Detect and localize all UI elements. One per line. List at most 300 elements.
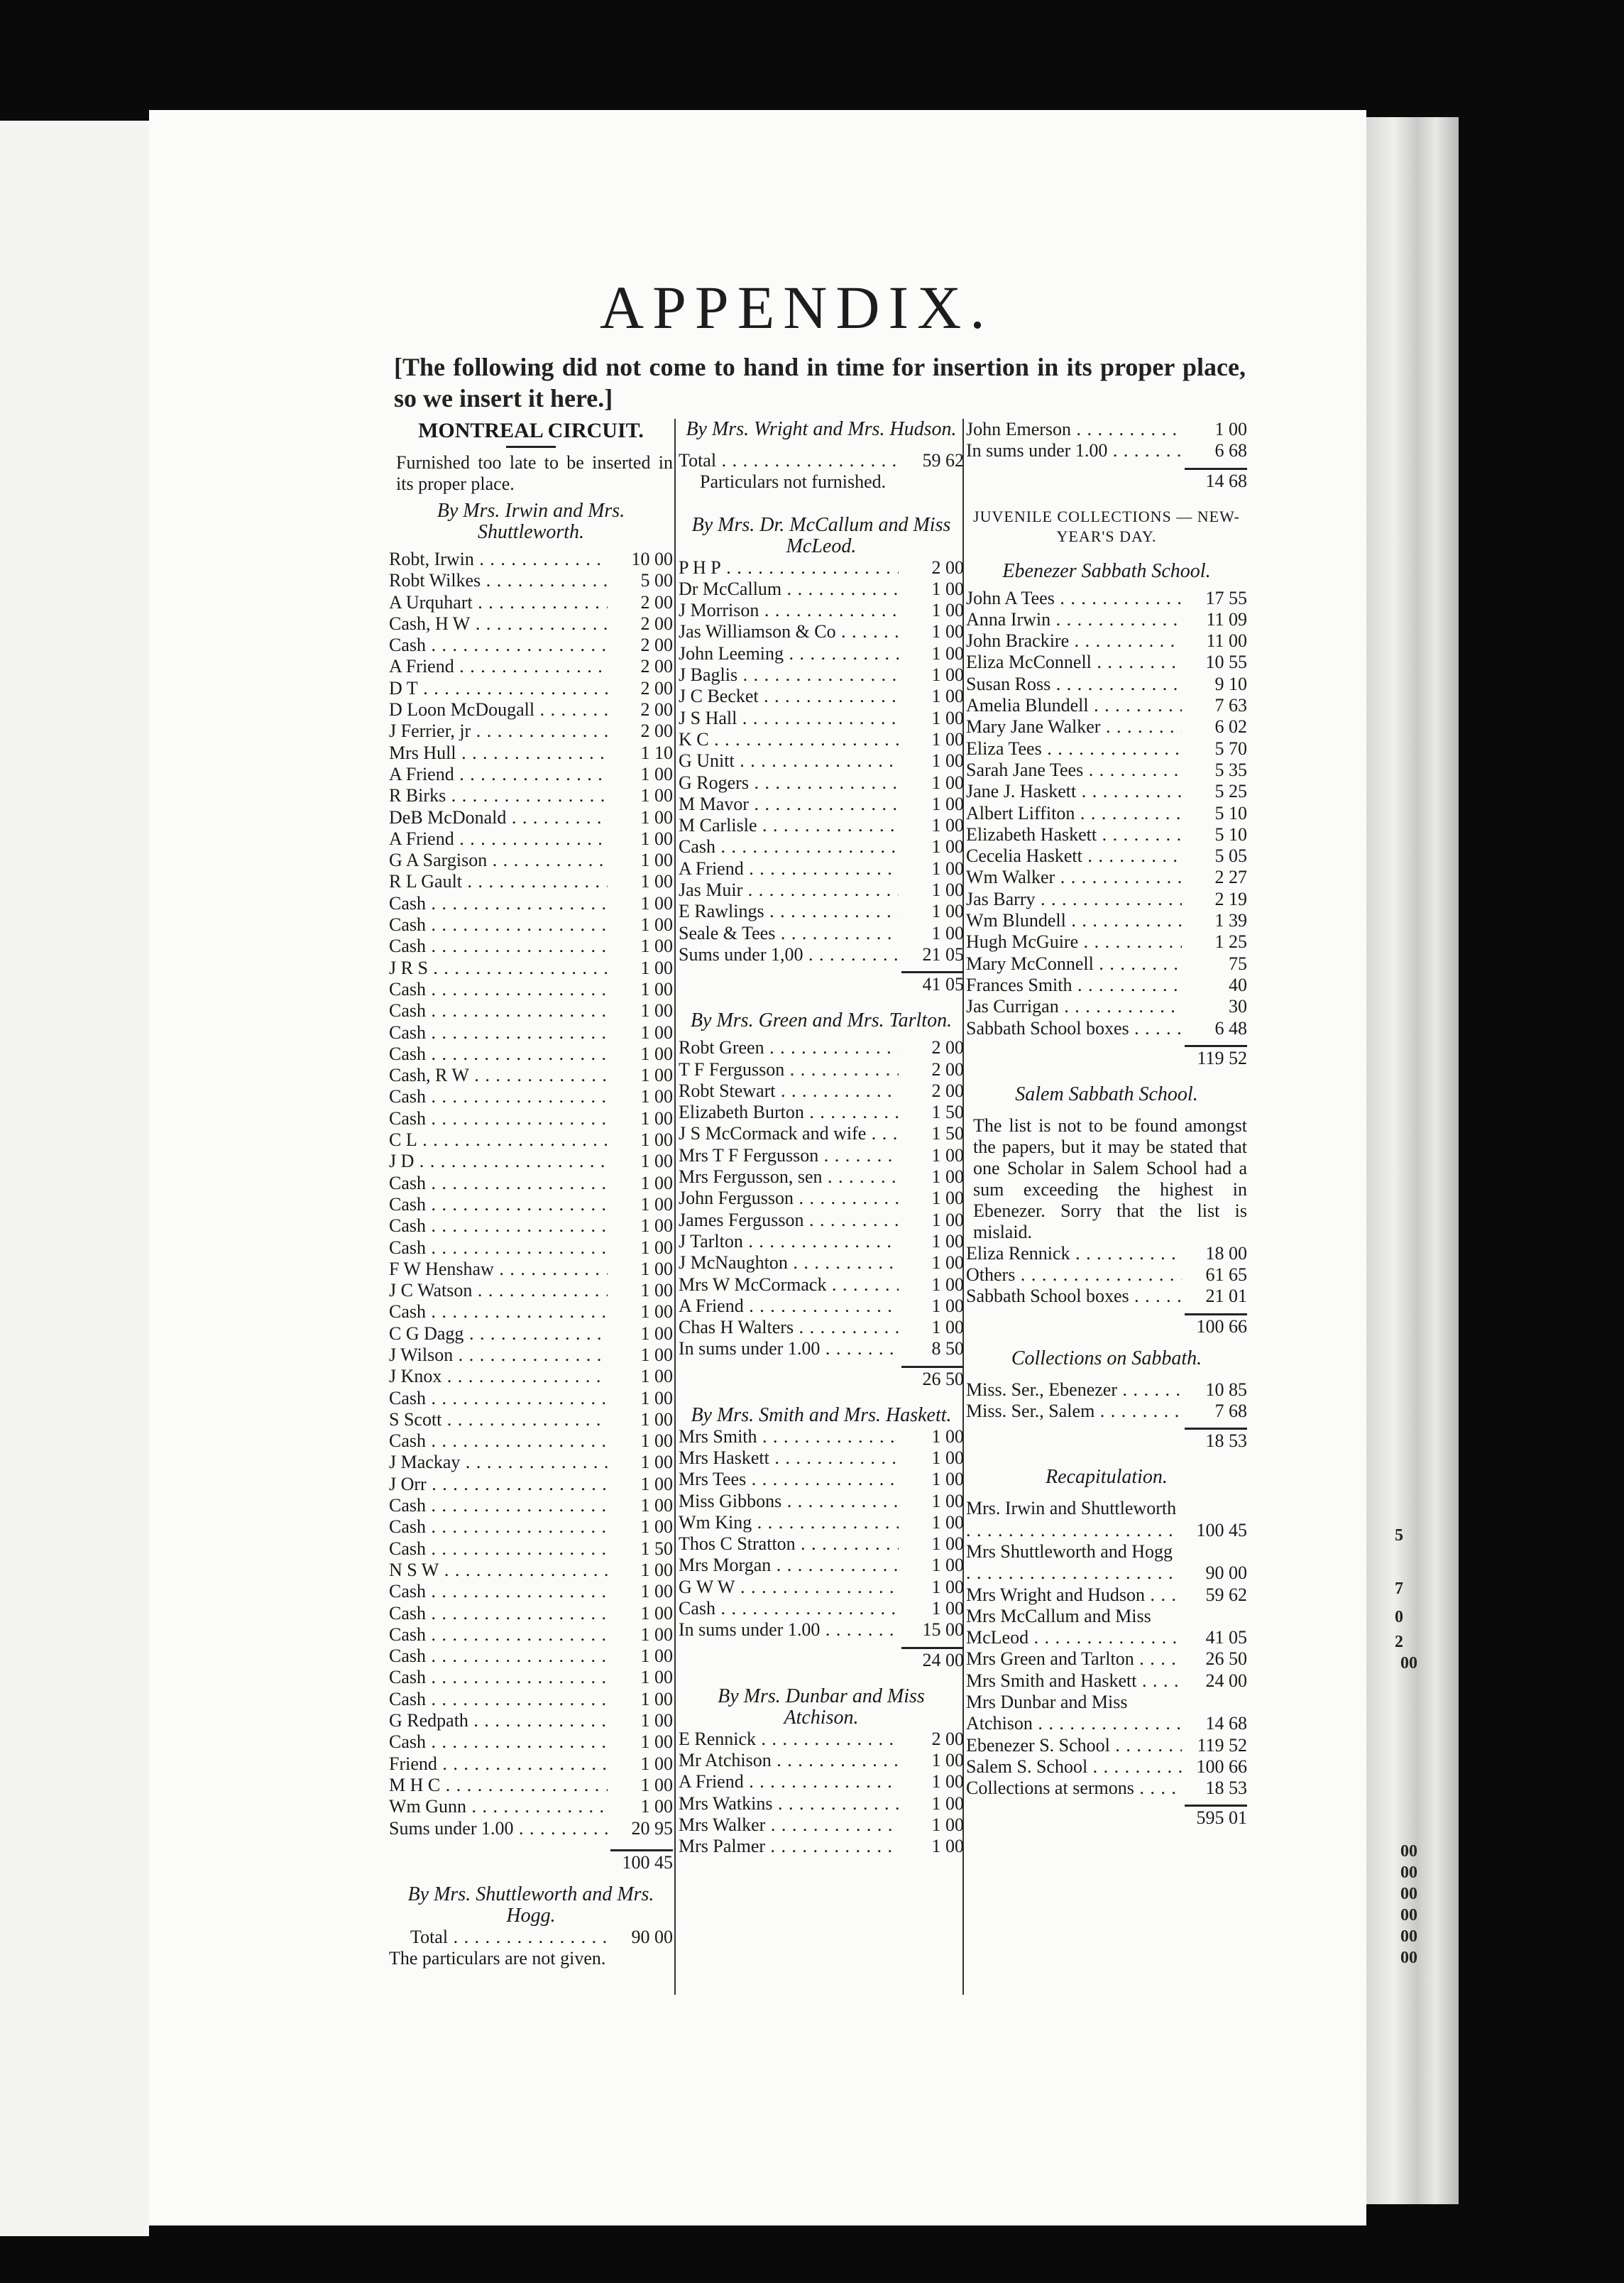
contribution-amount: 18 53 bbox=[1205, 1778, 1247, 1799]
list-item bbox=[679, 708, 964, 729]
list-item bbox=[679, 1274, 964, 1296]
list-item bbox=[966, 738, 1247, 760]
list-item bbox=[966, 674, 1247, 695]
contributor-name: Salem S. School . . . bbox=[966, 1756, 1182, 1778]
contribution-amount: 18 00 bbox=[1205, 1242, 1247, 1264]
list-item bbox=[389, 1173, 673, 1194]
list-item bbox=[389, 1215, 673, 1237]
contributor-name: J Tarlton . . . bbox=[679, 1231, 899, 1252]
list-item bbox=[679, 944, 964, 965]
list-item bbox=[966, 419, 1247, 440]
bleed-digit: 00 bbox=[1400, 1654, 1417, 1672]
contribution-amount: 1 00 bbox=[640, 1774, 673, 1795]
list-item bbox=[679, 1447, 964, 1469]
list-item bbox=[389, 893, 673, 914]
contributor-name: Mrs W McCormack . . . bbox=[679, 1274, 899, 1296]
contribution-amount: 1 00 bbox=[931, 1188, 964, 1209]
list-item bbox=[966, 630, 1247, 652]
contributor-name: Mrs Walker . . . bbox=[679, 1814, 899, 1836]
list-item bbox=[389, 1495, 673, 1516]
list-item bbox=[389, 1366, 673, 1387]
contribution-amount: 1 00 bbox=[931, 772, 964, 793]
section-title: By Mrs. Green and Mrs. Tarlton. bbox=[690, 1009, 953, 1032]
list-item bbox=[389, 1452, 673, 1473]
contribution-amount: 1 00 bbox=[931, 578, 964, 599]
contribution-amount: 1 00 bbox=[640, 1151, 673, 1172]
list-item bbox=[679, 750, 964, 772]
section-title: By Mrs. Wright and Mrs. Hudson. bbox=[686, 418, 957, 440]
contribution-amount: 2 00 bbox=[640, 721, 673, 742]
contribution-amount: 1 00 bbox=[640, 806, 673, 828]
list-item bbox=[966, 1379, 1247, 1401]
list-item bbox=[966, 1778, 1247, 1799]
contributor-name: J Ferrier, jr . . . bbox=[389, 721, 608, 742]
list-item bbox=[389, 1753, 673, 1775]
contributor-name: A Friend . . . bbox=[679, 1296, 899, 1317]
contribution-amount: 1 00 bbox=[640, 1753, 673, 1774]
contributor-name: Cash . . . bbox=[389, 936, 608, 957]
list-item bbox=[389, 678, 673, 699]
contributor-name: Cash . . . bbox=[389, 1624, 608, 1646]
contribution-amount: 1 00 bbox=[640, 1473, 673, 1494]
section-total: 100 45 bbox=[622, 1851, 673, 1873]
list-item bbox=[679, 729, 964, 750]
contribution-amount: 75 bbox=[1229, 953, 1247, 974]
list-item bbox=[679, 815, 964, 836]
list-item bbox=[389, 1430, 673, 1452]
contributor-name: Cash . . . bbox=[389, 1301, 608, 1323]
list-item bbox=[389, 1409, 673, 1430]
contribution-amount: 1 00 bbox=[640, 957, 673, 978]
contributor-name: John Emerson . . . bbox=[966, 419, 1182, 440]
list-item bbox=[966, 1756, 1247, 1778]
section-total: 24 00 bbox=[922, 1649, 964, 1670]
contributor-name: J Wilson . . . bbox=[389, 1345, 608, 1366]
contributor-name: Chas H Walters . . . bbox=[679, 1317, 899, 1338]
contribution-amount: 1 00 bbox=[640, 1602, 673, 1624]
list-item bbox=[389, 914, 673, 936]
contribution-amount: 2 27 bbox=[1214, 867, 1247, 888]
contribution-amount: 1 00 bbox=[640, 1710, 673, 1731]
contribution-amount: 20 95 bbox=[631, 1817, 673, 1839]
contribution-amount: 7 68 bbox=[1214, 1401, 1247, 1422]
section-total: 41 05 bbox=[922, 974, 964, 995]
list-item bbox=[389, 1818, 673, 1839]
contribution-amount: 1 00 bbox=[640, 892, 673, 914]
contributor-name: R L Gault . . . bbox=[389, 871, 608, 892]
list-item bbox=[679, 1836, 964, 1857]
list-item bbox=[966, 781, 1247, 802]
contribution-amount: 1 00 bbox=[640, 1215, 673, 1237]
contributor-name: J S McCormack and wife . . . bbox=[679, 1123, 899, 1144]
contribution-amount: 59 62 bbox=[1205, 1584, 1247, 1605]
contribution-amount: 1 00 bbox=[931, 1490, 964, 1511]
contribution-amount: 14 68 bbox=[1205, 1713, 1247, 1734]
list-item bbox=[679, 772, 964, 794]
contributor-name: Cash, R W . . . bbox=[389, 1065, 608, 1086]
contribution-amount: 1 00 bbox=[931, 1425, 964, 1447]
contribution-amount: 1 00 bbox=[931, 1836, 964, 1857]
list-item bbox=[966, 1286, 1247, 1307]
list-item bbox=[389, 1044, 673, 1065]
salem-note: The list is not to be found amongst the papers, but it may be stated that one Scholar in Salem School had a sum exceeding the highest in Ebenezer. Sorry that the list is mislaid. bbox=[973, 1115, 1247, 1242]
contributor-name: Wm King . . . bbox=[679, 1512, 899, 1533]
contribution-amount: 1 00 bbox=[640, 1022, 673, 1043]
contribution-amount: 1 00 bbox=[640, 1129, 673, 1151]
list-item bbox=[679, 1729, 964, 1750]
contributor-name: Jas Williamson & Co . . . bbox=[679, 621, 899, 642]
contribution-amount: 1 00 bbox=[931, 1295, 964, 1316]
list-item bbox=[679, 1793, 964, 1814]
contributor-name: Mrs Hull . . . bbox=[389, 743, 608, 764]
list-item bbox=[966, 845, 1247, 867]
contributor-name: John Brackire . . . bbox=[966, 630, 1182, 652]
contributor-name: Cash . . . bbox=[389, 1022, 608, 1044]
contributor-name: G Rogers . . . bbox=[679, 772, 899, 794]
contribution-amount: 1 00 bbox=[931, 836, 964, 858]
list-item bbox=[389, 1603, 673, 1624]
grand-total: 595 01 bbox=[1196, 1807, 1247, 1829]
contribution-amount: 1 00 bbox=[640, 1581, 673, 1602]
contribution-amount: 1 00 bbox=[931, 1252, 964, 1274]
bleed-digit: 00 bbox=[1400, 1885, 1417, 1903]
contributor-name: D T . . . bbox=[389, 678, 608, 699]
contributor-name: Robt, Irwin . . . bbox=[389, 549, 608, 570]
contribution-amount: 1 00 bbox=[931, 901, 964, 922]
contribution-amount: 1 00 bbox=[931, 1209, 964, 1230]
list-item bbox=[679, 1210, 964, 1231]
list-item bbox=[966, 975, 1247, 996]
contributor-name: D Loon McDougall . . . bbox=[389, 699, 608, 721]
contributor-name: Cash . . . bbox=[389, 893, 608, 914]
list-item bbox=[966, 1243, 1247, 1264]
contribution-amount: 1 39 bbox=[1214, 910, 1247, 931]
list-item bbox=[389, 1108, 673, 1129]
contributor-name: Mary McConnell . . . bbox=[966, 953, 1182, 975]
contributor-name: Cash . . . bbox=[389, 1516, 608, 1538]
contribution-amount: 1 00 bbox=[640, 850, 673, 871]
contributor-name: Mrs Morgan . . . bbox=[679, 1555, 899, 1576]
contributor-name: Cash . . . bbox=[389, 1194, 608, 1215]
contributor-name: DeB McDonald . . . bbox=[389, 807, 608, 828]
contribution-amount: 1 10 bbox=[640, 742, 673, 763]
list-item bbox=[679, 1619, 964, 1641]
list-item bbox=[389, 979, 673, 1000]
juvenile-heading: JUVENILE COLLECTIONS — NEW-YEAR'S DAY. bbox=[973, 507, 1240, 545]
list-item bbox=[389, 1474, 673, 1495]
contribution-amount: 1 50 bbox=[640, 1538, 673, 1559]
contribution-amount: 61 65 bbox=[1205, 1264, 1247, 1286]
list-item bbox=[966, 867, 1247, 888]
list-item bbox=[679, 1426, 964, 1447]
contribution-amount: 1 00 bbox=[640, 1065, 673, 1086]
list-item bbox=[389, 1129, 673, 1151]
contributor-name: J D . . . bbox=[389, 1151, 608, 1172]
list-item bbox=[679, 1512, 964, 1533]
contributor-name: Cash . . . bbox=[389, 1044, 608, 1065]
contribution-amount: 26 50 bbox=[1205, 1648, 1247, 1670]
contributor-name: Sarah Jane Tees . . . bbox=[966, 760, 1182, 781]
contributor-name: John Leeming . . . bbox=[679, 643, 899, 664]
section-title: Recapitulation. bbox=[1046, 1466, 1168, 1489]
list-item bbox=[966, 440, 1247, 461]
contribution-amount: 17 55 bbox=[1205, 587, 1247, 608]
contribution-amount: 11 09 bbox=[1206, 608, 1247, 630]
contributor-name: Mrs Shuttleworth and Hogg . . . bbox=[966, 1541, 1182, 1584]
contributor-name: Susan Ross . . . bbox=[966, 674, 1182, 695]
list-item bbox=[679, 1145, 964, 1166]
contribution-amount: 8 50 bbox=[931, 1338, 964, 1359]
left-page bbox=[0, 121, 149, 2236]
heading-rule bbox=[506, 446, 556, 448]
list-item bbox=[389, 1065, 673, 1086]
list-item bbox=[389, 1689, 673, 1710]
contributor-name: Anna Irwin . . . bbox=[966, 609, 1182, 630]
contribution-amount: 5 35 bbox=[1214, 759, 1247, 780]
contributor-name: F W Henshaw . . . bbox=[389, 1259, 608, 1280]
list-item bbox=[389, 1301, 673, 1323]
contribution-amount: 5 05 bbox=[1214, 845, 1247, 867]
contributor-name: In sums under 1.00 . . . bbox=[679, 1338, 899, 1359]
contributor-name: Robt Wilkes . . . bbox=[389, 570, 608, 591]
contributor-name: C G Dagg . . . bbox=[389, 1323, 608, 1345]
contribution-amount: 1 00 bbox=[931, 642, 964, 664]
bleed-digit: 5 bbox=[1395, 1526, 1403, 1545]
contribution-amount: 1 00 bbox=[640, 978, 673, 1000]
list-item bbox=[389, 1775, 673, 1796]
list-item bbox=[966, 695, 1247, 716]
contributor-name: Others . . . bbox=[966, 1264, 1182, 1286]
contributor-name: A Friend . . . bbox=[679, 858, 899, 880]
contributor-name: Robt Stewart . . . bbox=[679, 1080, 899, 1102]
list-item bbox=[966, 652, 1247, 673]
contribution-amount: 1 00 bbox=[640, 1796, 673, 1817]
contributor-name: J Mackay . . . bbox=[389, 1452, 608, 1473]
list-item bbox=[679, 1750, 964, 1771]
list-item bbox=[679, 1469, 964, 1490]
section-title: By Mrs. Shuttleworth and Mrs. Hogg. bbox=[407, 1883, 654, 1927]
total-row: Total . . . 90 00 bbox=[389, 1927, 673, 1948]
section-title: By Mrs. Smith and Mrs. Haskett. bbox=[691, 1403, 952, 1426]
contributor-name: Dr McCallum . . . bbox=[679, 579, 899, 600]
contribution-amount: 2 00 bbox=[640, 591, 673, 613]
contribution-amount: 2 00 bbox=[931, 557, 964, 578]
list-item bbox=[966, 760, 1247, 781]
contribution-amount: 41 05 bbox=[1205, 1627, 1247, 1648]
contributor-name: Jas Muir . . . bbox=[679, 880, 899, 901]
contribution-list bbox=[966, 588, 1247, 1039]
contributor-name: J C Watson . . . bbox=[389, 1280, 608, 1301]
contribution-amount: 30 bbox=[1229, 996, 1247, 1017]
contribution-amount: 1 00 bbox=[931, 664, 964, 686]
list-item bbox=[679, 923, 964, 944]
contributor-name: Collections at sermons . . . bbox=[966, 1778, 1182, 1799]
list-item bbox=[389, 1237, 673, 1259]
list-item bbox=[389, 1000, 673, 1022]
contributor-name: Sums under 1.00 . . . bbox=[389, 1818, 608, 1839]
contributor-name: Eliza McConnell . . . bbox=[966, 652, 1182, 673]
contributor-name: In sums under 1.00 . . . bbox=[679, 1619, 899, 1641]
contribution-amount: 1 00 bbox=[931, 1533, 964, 1555]
contributor-name: Hugh McGuire . . . bbox=[966, 931, 1182, 953]
list-item bbox=[966, 910, 1247, 931]
contribution-amount: 1 00 bbox=[931, 1555, 964, 1576]
list-item bbox=[389, 807, 673, 828]
contribution-amount: 1 00 bbox=[640, 1495, 673, 1516]
section-title: Ebenezer Sabbath School. bbox=[1002, 559, 1211, 582]
list-item bbox=[966, 953, 1247, 975]
list-item bbox=[679, 1598, 964, 1619]
contributor-name: Friend . . . bbox=[389, 1753, 608, 1775]
contributor-name: Mrs Wright and Hudson . . . bbox=[966, 1584, 1182, 1606]
contribution-amount: 1 00 bbox=[640, 1516, 673, 1538]
contribution-amount: 1 00 bbox=[931, 1576, 964, 1597]
contribution-amount: 7 63 bbox=[1214, 695, 1247, 716]
list-item bbox=[389, 936, 673, 957]
contribution-amount: 1 25 bbox=[1214, 931, 1247, 953]
contributor-name: Mrs Watkins . . . bbox=[679, 1793, 899, 1814]
list-item bbox=[966, 931, 1247, 953]
bleed-digit: 00 bbox=[1400, 1906, 1417, 1925]
list-item bbox=[389, 1151, 673, 1172]
list-item bbox=[679, 1231, 964, 1252]
contribution-amount: 1 00 bbox=[640, 1258, 673, 1279]
contributor-name: Elizabeth Burton . . . bbox=[679, 1102, 899, 1123]
contributor-name: Mrs Green and Tarlton . . . bbox=[966, 1648, 1182, 1670]
contribution-amount: 1 00 bbox=[640, 1408, 673, 1430]
contributor-name: Miss. Ser., Salem . . . bbox=[966, 1401, 1182, 1422]
contribution-amount: 1 00 bbox=[931, 793, 964, 814]
section-title: Collections on Sabbath. bbox=[1011, 1347, 1202, 1369]
list-item bbox=[389, 1646, 673, 1667]
section-total: 100 66 bbox=[1196, 1315, 1247, 1337]
list-item bbox=[389, 1086, 673, 1107]
list-item bbox=[679, 901, 964, 922]
contributor-name: Cash . . . bbox=[389, 1538, 608, 1560]
contributor-name: Wm Walker . . . bbox=[966, 867, 1182, 888]
section-title: By Mrs. Irwin and Mrs. Shuttleworth. bbox=[437, 500, 625, 543]
contributor-name: A Friend . . . bbox=[389, 764, 608, 785]
intro-note: [The following did not come to hand in time for insertion in its proper place, so we insert it here.] bbox=[394, 353, 1246, 412]
contribution-amount: 1 00 bbox=[931, 600, 964, 621]
contributor-name: Mrs T F Fergusson . . . bbox=[679, 1145, 899, 1166]
bleed-digit: 7 bbox=[1395, 1580, 1403, 1598]
list-item bbox=[679, 1059, 964, 1080]
contributor-name: Cash . . . bbox=[389, 1000, 608, 1022]
contribution-list bbox=[679, 1426, 964, 1641]
contribution-amount: 1 00 bbox=[931, 1274, 964, 1295]
contributor-name: Mr Atchison . . . bbox=[679, 1750, 899, 1771]
section-title: Salem Sabbath School. bbox=[1015, 1083, 1198, 1105]
contributor-name: K C . . . bbox=[679, 729, 899, 750]
contribution-amount: 1 00 bbox=[931, 686, 964, 707]
contributor-name: John A Tees . . . bbox=[966, 588, 1182, 609]
contributor-name: A Friend . . . bbox=[389, 828, 608, 850]
list-item bbox=[389, 1022, 673, 1044]
contribution-amount: 1 00 bbox=[931, 858, 964, 879]
contributor-name: Cash . . . bbox=[389, 1215, 608, 1237]
section-total: 119 52 bbox=[1197, 1047, 1247, 1068]
contributor-name: G W W . . . bbox=[679, 1577, 899, 1598]
list-item bbox=[389, 850, 673, 871]
contributor-name: J Knox . . . bbox=[389, 1366, 608, 1387]
contribution-amount: 24 00 bbox=[1205, 1670, 1247, 1691]
contributor-name: James Fergusson . . . bbox=[679, 1210, 899, 1231]
contributor-name: Wm Gunn . . . bbox=[389, 1796, 608, 1817]
list-item bbox=[389, 613, 673, 635]
list-item bbox=[679, 1338, 964, 1359]
list-item bbox=[966, 803, 1247, 824]
list-item bbox=[389, 828, 673, 850]
list-item bbox=[389, 1345, 673, 1366]
contributor-name: Cash . . . bbox=[389, 1581, 608, 1602]
bleed-digit: 00 bbox=[1400, 1863, 1417, 1882]
contribution-amount: 5 25 bbox=[1214, 781, 1247, 802]
bleed-digit: 0 bbox=[1395, 1608, 1403, 1626]
list-item bbox=[389, 1710, 673, 1731]
contribution-list bbox=[389, 549, 673, 1839]
contribution-amount: 1 00 bbox=[640, 1193, 673, 1215]
contributor-name: Mrs Fergusson, sen . . . bbox=[679, 1166, 899, 1188]
contributor-name: J Baglis . . . bbox=[679, 664, 899, 686]
list-item bbox=[389, 656, 673, 677]
list-item bbox=[389, 1516, 673, 1538]
contribution-amount: 90 00 bbox=[1205, 1562, 1247, 1584]
list-item bbox=[966, 1541, 1247, 1584]
contributor-name: Cash . . . bbox=[389, 1173, 608, 1194]
contributor-name: Cash, H W . . . bbox=[389, 613, 608, 635]
contribution-amount: 5 10 bbox=[1214, 823, 1247, 845]
contributor-name: E Rennick . . . bbox=[679, 1729, 899, 1750]
contribution-amount: 1 00 bbox=[640, 1086, 673, 1107]
contribution-amount: 10 00 bbox=[631, 549, 673, 569]
contribution-amount: 1 00 bbox=[931, 1469, 964, 1490]
list-item bbox=[389, 1560, 673, 1581]
contributor-name: Frances Smith . . . bbox=[966, 975, 1182, 996]
contribution-amount: 1 00 bbox=[931, 621, 964, 642]
list-item bbox=[389, 1731, 673, 1753]
list-item bbox=[679, 794, 964, 815]
contribution-amount: 1 00 bbox=[640, 871, 673, 892]
contribution-amount: 2 00 bbox=[640, 635, 673, 656]
list-item bbox=[966, 588, 1247, 609]
list-item bbox=[389, 1388, 673, 1409]
contribution-list bbox=[679, 557, 964, 966]
list-item bbox=[966, 609, 1247, 630]
list-item bbox=[389, 764, 673, 785]
list-item bbox=[966, 1584, 1247, 1606]
contribution-amount: 1 00 bbox=[640, 914, 673, 936]
contribution-amount: 1 00 bbox=[640, 1688, 673, 1709]
contribution-amount: 100 45 bbox=[1196, 1519, 1247, 1540]
contribution-amount: 6 68 bbox=[1214, 440, 1247, 461]
contributor-name: G Unitt . . . bbox=[679, 750, 899, 772]
contributor-name: G A Sargison . . . bbox=[389, 850, 608, 871]
contributor-name: A Urquhart . . . bbox=[389, 592, 608, 613]
contributor-name: N S W . . . bbox=[389, 1560, 608, 1581]
contribution-amount: 2 00 bbox=[931, 1728, 964, 1749]
contribution-amount: 2 00 bbox=[640, 613, 673, 634]
list-item bbox=[389, 592, 673, 613]
contribution-list bbox=[966, 419, 1247, 462]
contribution-amount: 9 10 bbox=[1214, 673, 1247, 694]
list-item bbox=[389, 1538, 673, 1560]
list-item bbox=[966, 1606, 1247, 1649]
contributor-name: J Orr . . . bbox=[389, 1474, 608, 1495]
contribution-amount: 1 00 bbox=[931, 1230, 964, 1252]
contribution-amount: 1 00 bbox=[640, 1731, 673, 1753]
contributor-name: G Redpath . . . bbox=[389, 1710, 608, 1731]
